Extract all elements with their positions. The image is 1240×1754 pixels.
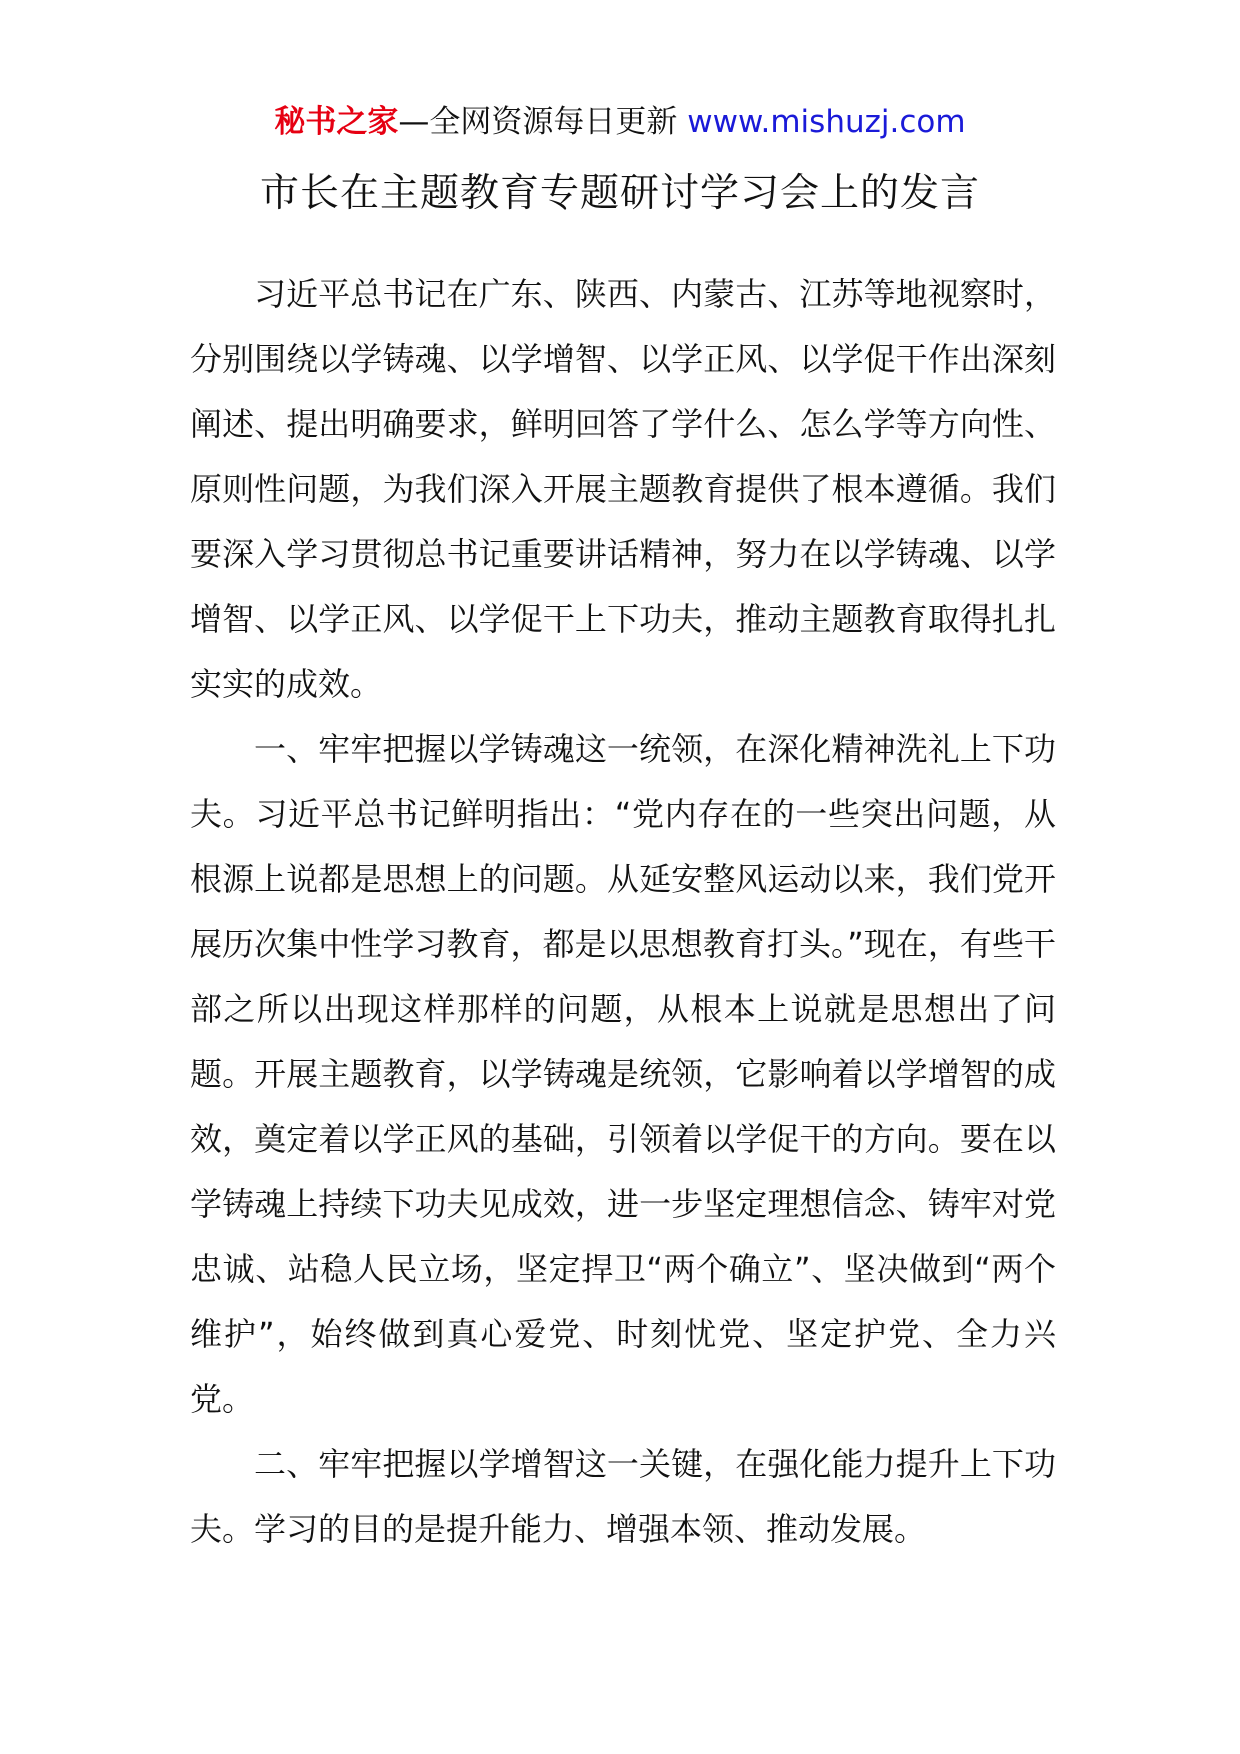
paragraph-text: 学习的目的是提升能力、增强本领、推动发展。: [254, 1510, 927, 1548]
document-title: 市长在主题教育专题研讨学习会上的发言: [259, 171, 980, 216]
document-body: [190, 262, 1056, 1562]
paragraph-text: 习近平总书记鲜明指出：“党内存在的一些突出问题，从根源上说都是思想上的问题。从延安整风运动以来，我们党开展历次集中性学习教育，都是以思想教育打头。”现在，有些干部之所以出现这样那样的问题，从根本上说就是思想出了问题。开展主题教育，以学铸魂是统领，它影响着以学增智的成效，奠定着以学正风的基础，引领着以学促干的方向。要在以学铸魂上持续下功夫见成效，进一步坚定理想信念、铸牢对党忠诚、站稳人民立场，坚定捍卫“两个确立”、坚决做到“两个维护”，始终做到真心爱党、时刻忧党、坚定护党、全力兴党。: [190, 795, 1056, 1418]
paragraph-heading: 一、牢牢把握以学铸魂这一统领，在深化精神洗礼上下功夫。: [190, 730, 1056, 833]
site-header: [0, 100, 1240, 144]
paragraph: [190, 717, 1056, 1432]
header-tagline: —全网资源每日更新: [398, 104, 688, 140]
paragraph: [190, 262, 1056, 717]
brand-name: 秘书之家: [274, 104, 399, 140]
paragraph-heading: 二、牢牢把握以学增智这一关键，在强化能力提升上下功夫。: [190, 1445, 1056, 1548]
paragraph: [190, 1432, 1056, 1562]
paragraph-text: 习近平总书记在广东、陕西、内蒙古、江苏等地视察时，分别围绕以学铸魂、以学增智、以学正风、以学促干作出深刻阐述、提出明确要求，鲜明回答了学什么、怎么学等方向性、原则性问题，为我们深入开展主题教育提供了根本遵循。我们要深入学习贯彻总书记重要讲话精神，努力在以学铸魂、以学增智、以学正风、以学促干上下功夫，推动主题教育取得扎扎实实的成效。: [190, 275, 1056, 703]
site-url[interactable]: www.mishuzj.com: [687, 104, 966, 140]
